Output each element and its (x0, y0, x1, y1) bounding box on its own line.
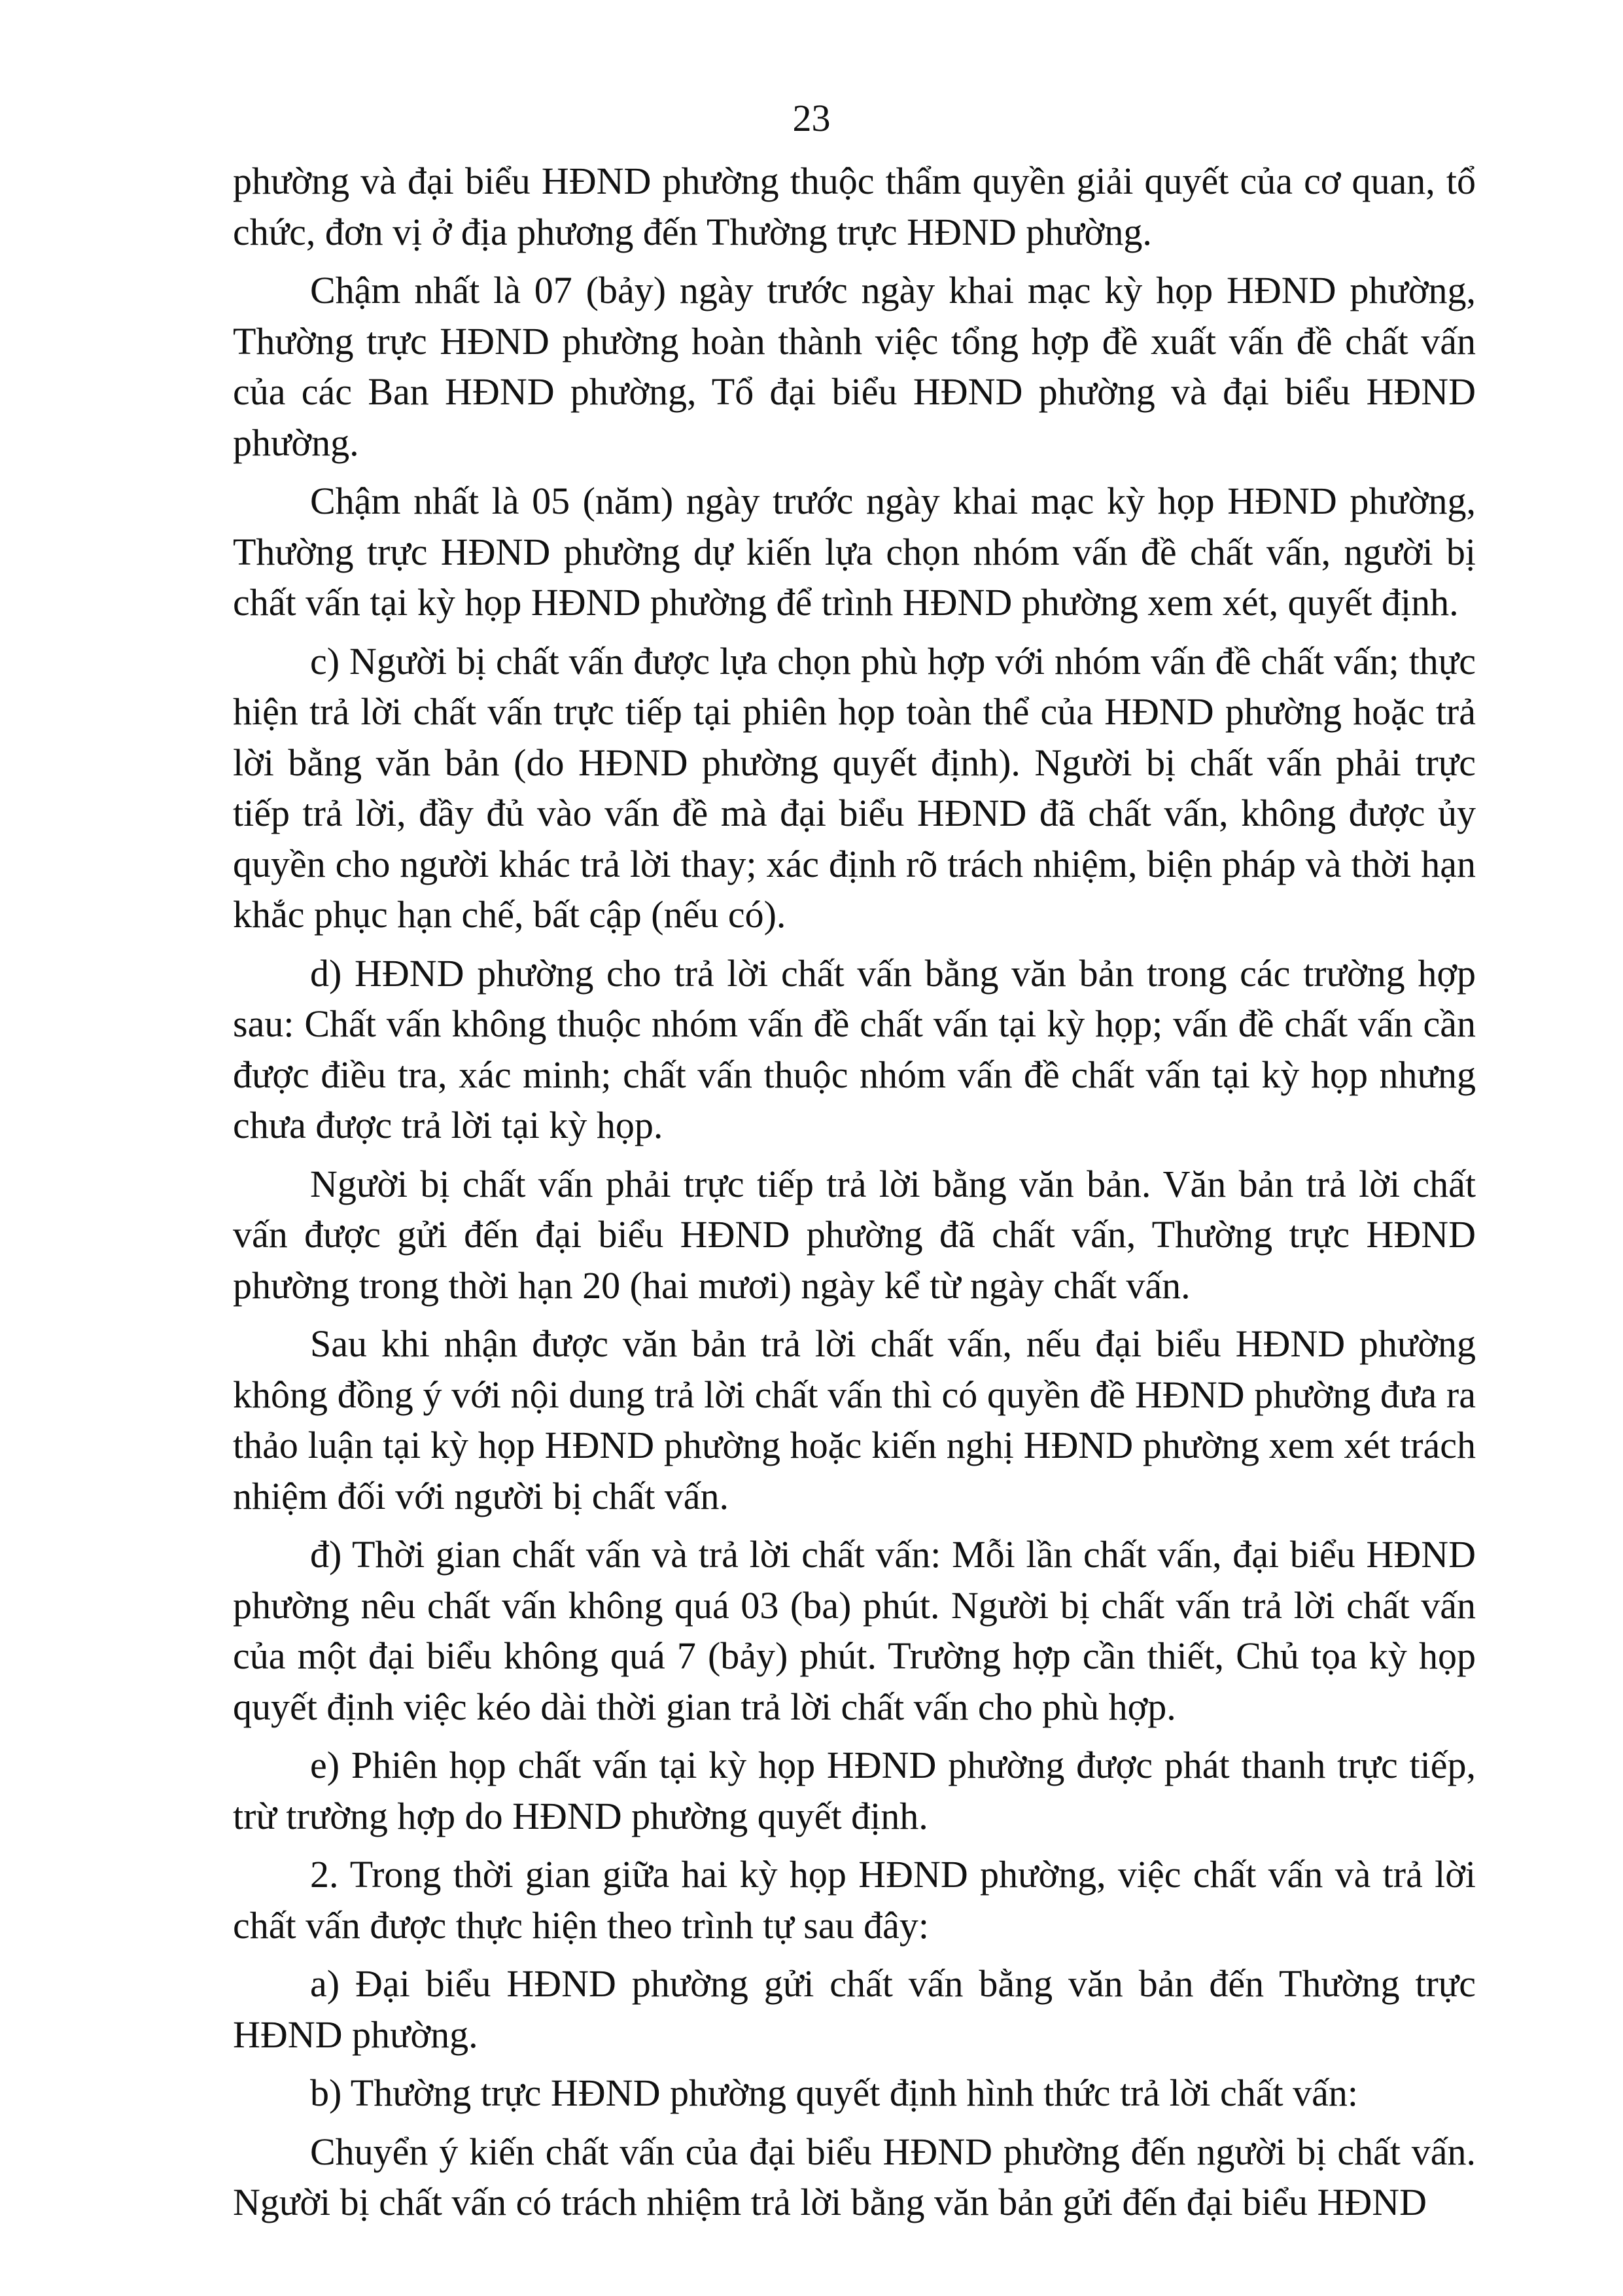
paragraph: b) Thường trực HĐND phường quyết định hình thức trả lời chất vấn: (310, 2072, 1358, 2114)
paragraph: 2. Trong thời gian giữa hai kỳ họp HĐND phường, việc chất vấn và trả lời chất vấn được thực hiện theo trình tự sau đây: (233, 1853, 1476, 1947)
paragraph: Sau khi nhận được văn bản trả lời chất vấn, nếu đại biểu HĐND phường không đồng ý với nội dung trả lời chất vấn thì có quyền đề HĐND phường đưa ra thảo luận tại kỳ họp HĐND phường hoặc kiến nghị HĐND phường xem xét trách nhiệm đối với người bị chất vấn. (233, 1322, 1476, 1517)
paragraph: Người bị chất vấn phải trực tiếp trả lời bằng văn bản. Văn bản trả lời chất vấn được gửi đến đại biểu HĐND phường đã chất vấn, Thường trực HĐND phường trong thời hạn 20 (hai mươi) ngày kể từ ngày chất vấn. (233, 1162, 1476, 1307)
document-body (233, 156, 1476, 2236)
paragraph: Chậm nhất là 05 (năm) ngày trước ngày khai mạc kỳ họp HĐND phường, Thường trực HĐND phường dự kiến lựa chọn nhóm vấn đề chất vấn, người bị chất vấn tại kỳ họp HĐND phường để trình HĐND phường xem xét, quyết định. (233, 480, 1476, 624)
paragraph-continuation: phường và đại biểu HĐND phường thuộc thẩm quyền giải quyết của cơ quan, tổ chức, đơn vị ở địa phương đến Thường trực HĐND phường. (233, 160, 1476, 253)
paragraph: c) Người bị chất vấn được lựa chọn phù hợp với nhóm vấn đề chất vấn; thực hiện trả lời chất vấn trực tiếp tại phiên họp toàn thể của HĐND phường hoặc trả lời bằng văn bản (do HĐND phường quyết định). Người bị chất vấn phải trực tiếp trả lời, đầy đủ vào vấn đề mà đại biểu HĐND đã chất vấn, không được ủy quyền cho người khác trả lời thay; xác định rõ trách nhiệm, biện pháp và thời hạn khắc phục hạn chế, bất cập (nếu có). (233, 639, 1476, 936)
page-number: 23 (792, 97, 831, 139)
paragraph: a) Đại biểu HĐND phường gửi chất vấn bằng văn bản đến Thường trực HĐND phường. (233, 1962, 1476, 2056)
paragraph: d) HĐND phường cho trả lời chất vấn bằng văn bản trong các trường hợp sau: Chất vấn không thuộc nhóm vấn đề chất vấn tại kỳ họp; vấn đề chất vấn cần được điều tra, xác minh; chất vấn thuộc nhóm vấn đề chất vấn tại kỳ họp nhưng chưa được trả lời tại kỳ họp. (233, 951, 1476, 1146)
paragraph: đ) Thời gian chất vấn và trả lời chất vấn: Mỗi lần chất vấn, đại biểu HĐND phường nêu chất vấn không quá 03 (ba) phút. Người bị chất vấn trả lời chất vấn của một đại biểu không quá 7 (bảy) phút. Trường hợp cần thiết, Chủ tọa kỳ họp quyết định việc kéo dài thời gian trả lời chất vấn cho phù hợp. (233, 1533, 1476, 1728)
paragraph: e) Phiên họp chất vấn tại kỳ họp HĐND phường được phát thanh trực tiếp, trừ trường hợp do HĐND phường quyết định. (233, 1744, 1476, 1837)
paragraph: Chuyển ý kiến chất vấn của đại biểu HĐND phường đến người bị chất vấn. Người bị chất vấn có trách nhiệm trả lời bằng văn bản gửi đến đại biểu HĐND (233, 2130, 1476, 2223)
paragraph: Chậm nhất là 07 (bảy) ngày trước ngày khai mạc kỳ họp HĐND phường, Thường trực HĐND phường hoàn thành việc tổng hợp đề xuất vấn đề chất vấn của các Ban HĐND phường, Tổ đại biểu HĐND phường và đại biểu HĐND phường. (233, 269, 1476, 464)
